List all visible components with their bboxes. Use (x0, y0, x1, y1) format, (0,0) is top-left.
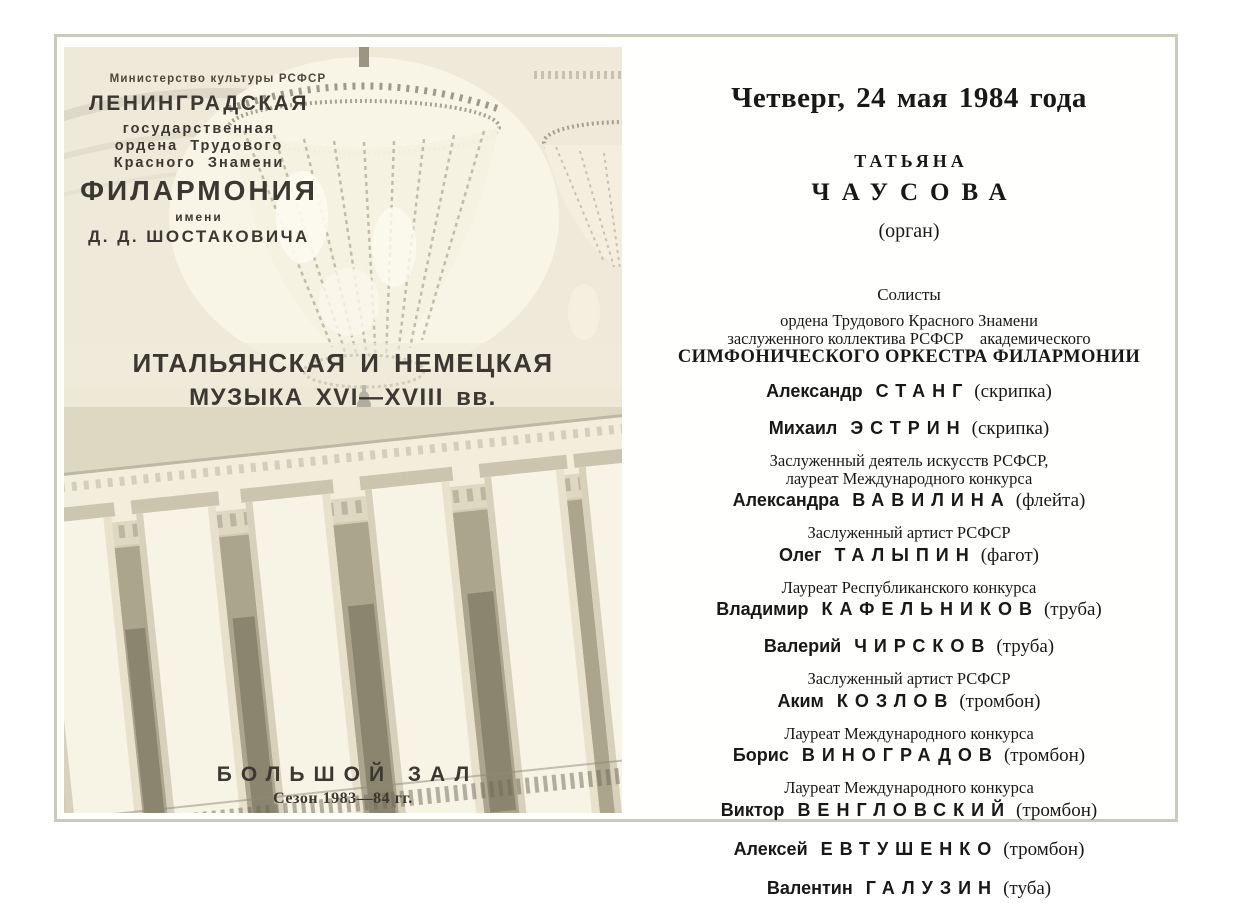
soloist-surname: КАФЕЛЬНИКОВ (821, 599, 1039, 619)
soloist-instrument: (флейта) (1015, 490, 1086, 511)
orchestra-block (652, 312, 1166, 367)
soloist-entry (652, 742, 1166, 770)
soloist-surname: ГАЛУЗИН (865, 877, 999, 898)
soloist-first-name: Владимир (716, 599, 809, 619)
cover-page (64, 47, 622, 813)
soloist-surname: ЕВТУШЕНКО (820, 838, 999, 859)
soloist-entry (652, 688, 1166, 716)
soloist-group (652, 524, 1166, 570)
soloist-entry (652, 378, 1166, 406)
performer-first-name: ТАТЬЯНА (854, 151, 968, 171)
soloist-entry (652, 797, 1166, 825)
soloist-instrument: (скрипка) (974, 381, 1052, 402)
soloist-title: Заслуженный деятель искусств РСФСР, (769, 451, 1049, 470)
performer-last-name: ЧАУСОВА (811, 179, 1019, 206)
soloist-surname: ВИНОГРАДОВ (801, 745, 999, 765)
soloist-entry (652, 415, 1166, 443)
soloist-surname: СТАНГ (875, 381, 970, 401)
soloists-heading: Солисты (877, 285, 941, 304)
soloist-surname: ВЕНГЛОВСКИЙ (797, 799, 1012, 820)
soloist-first-name: Виктор (720, 799, 785, 820)
hall-name: БОЛЬШОЙ ЗАЛ (216, 763, 479, 786)
org-order-line2: Красного Знамени (113, 154, 285, 171)
hall-block (64, 763, 622, 808)
soloist-instrument: (тромбон) (959, 690, 1041, 712)
soloist-surname: ТАЛЫПИН (834, 544, 976, 565)
soloist-entry (652, 596, 1166, 624)
soloist-first-name: Валерий (763, 636, 842, 656)
soloist-first-name: Борис (732, 745, 789, 765)
soloist-instrument: (труба) (1043, 599, 1102, 620)
orchestra-line1: ордена Трудового Красного Знамени (780, 311, 1038, 330)
org-order-line1: ордена Трудового (114, 138, 284, 155)
soloist-instrument: (труба) (996, 636, 1055, 657)
soloist-title: Лауреат Международного конкурса (784, 778, 1034, 797)
soloist-instrument: (фагот) (980, 544, 1039, 566)
soloist-entry (652, 542, 1166, 570)
soloist-surname: ЧИРСКОВ (854, 636, 992, 656)
org-name: ФИЛАРМОНИЯ (80, 175, 318, 207)
org-city-line: ЛЕНИНГРАДСКАЯ (89, 92, 309, 116)
soloist-group (652, 670, 1166, 716)
program-title-line1: ИТАЛЬЯНСКАЯ И НЕМЕЦКАЯ (132, 348, 554, 378)
soloist-instrument: (туба) (1003, 877, 1052, 899)
soloist-title: Заслуженный артист РСФСР (807, 523, 1011, 542)
soloist-group (652, 779, 1166, 825)
season-line: Сезон 1983—84 гг. (273, 790, 413, 807)
orchestra-line2: заслуженного коллектива РСФСР академического (727, 328, 1091, 348)
soloist-entry (652, 633, 1166, 661)
soloist-group (652, 579, 1166, 625)
soloist-entry (652, 836, 1166, 864)
soloist-first-name: Александр (766, 381, 863, 401)
performer-instrument: (орган) (878, 220, 940, 242)
soloist-title: Заслуженный артист РСФСР (807, 669, 1011, 688)
org-state-line: государственная (122, 121, 276, 138)
soloist-first-name: Аким (777, 690, 824, 711)
cover-header-block (64, 73, 334, 247)
soloist-group (652, 725, 1166, 771)
soloist-entry (652, 487, 1166, 515)
soloist-first-name: Олег (779, 544, 822, 565)
program-title-line2: МУЗЫКА XVI—XVIII вв. (189, 384, 497, 411)
orchestra-line3: СИМФОНИЧЕСКОГО ОРКЕСТРА ФИЛАРМОНИИ (677, 347, 1141, 367)
soloist-first-name: Михаил (768, 418, 838, 438)
cover-text-layer (64, 47, 622, 813)
soloist-instrument: (скрипка) (971, 418, 1050, 439)
soloist-title: Лауреат Республиканского конкурса (781, 577, 1037, 597)
soloist-instrument: (тромбон) (1016, 799, 1098, 821)
soloist-surname: ЭСТРИН (850, 418, 967, 438)
org-imeni: имени (175, 209, 223, 224)
soloist-entry (652, 875, 1166, 903)
soloist-first-name: Александра (732, 490, 840, 510)
program-page (652, 70, 1166, 903)
soloist-surname: ВАВИЛИНА (852, 490, 1011, 510)
soloist-title: лауреат Международного конкурса (785, 468, 1033, 488)
org-honoree: Д. Д. ШОСТАКОВИЧА (88, 227, 310, 247)
soloist-group (652, 452, 1166, 515)
soloist-first-name: Валентин (766, 877, 853, 898)
program-title-block (64, 350, 622, 410)
soloist-title: Лауреат Международного конкурса (784, 723, 1034, 743)
soloist-instrument: (тромбон) (1003, 745, 1086, 766)
concert-date: Четверг, 24 мая 1984 года (731, 82, 1087, 114)
soloist-surname: КОЗЛОВ (836, 690, 955, 711)
soloist-first-name: Алексей (733, 838, 808, 859)
ministry-line: Министерство культуры РСФСР (109, 73, 327, 85)
soloist-instrument: (тромбон) (1003, 838, 1085, 860)
